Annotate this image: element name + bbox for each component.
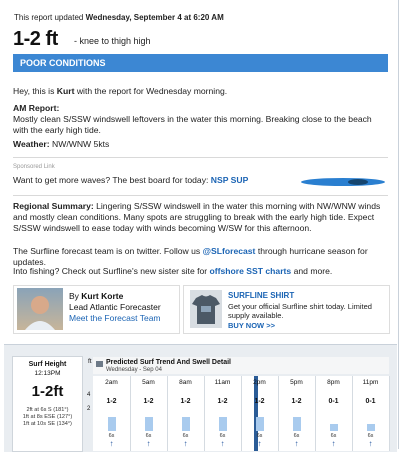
author-name: By Kurt Korte <box>69 291 124 301</box>
surf-height-headline: 1-2 ft <box>13 28 58 50</box>
divider <box>13 195 388 196</box>
trend-date: Wednesday - Sep 04 <box>106 367 162 373</box>
swell-period: 6s <box>145 433 152 439</box>
surf-height-bar <box>293 417 301 431</box>
swell-period: 6s <box>108 433 115 439</box>
trend-title: Predicted Surf Trend And Swell Detail <box>106 359 231 366</box>
fishing-note: Into fishing? Check out Surfline's new sister site for offshore SST charts and more. <box>13 266 333 276</box>
forecast-time: 5am <box>142 379 155 386</box>
conditions-label: POOR CONDITIONS <box>20 58 106 68</box>
surf-height-time: 12:13PM <box>34 370 61 377</box>
forecast-range: 1-2 <box>106 398 117 405</box>
swell-period: 6s <box>293 433 300 439</box>
conditions-banner <box>13 54 388 72</box>
swell-direction-arrow-icon: ↑ <box>331 439 336 448</box>
forecast-time: 11pm <box>362 379 379 386</box>
forecast-range: 1-2 <box>180 398 191 405</box>
forecast-time: 2pm <box>253 379 266 386</box>
surfboard-icon[interactable] <box>300 177 386 187</box>
forecast-column <box>204 376 242 451</box>
surf-height-bar <box>145 417 153 431</box>
swell-detail: 2ft at 6s S (181°) 1ft at 8s ESE (127°) 1ft at 10s SE (134°) <box>22 407 73 427</box>
twitter-note: The Surfline forecast team is on twitter. Follow us @SLforecast through hurricane season for updates. <box>13 246 368 267</box>
y-tick: 2 <box>87 406 91 412</box>
shirt-promo <box>183 285 390 334</box>
shirt-image[interactable] <box>190 290 222 328</box>
y-tick: 4 <box>87 392 91 398</box>
surf-height-bar <box>108 417 116 431</box>
surf-height-label: Surf Height <box>28 361 67 368</box>
forecast-column <box>241 376 279 451</box>
surf-height-bar <box>256 417 264 431</box>
twitter-link[interactable]: @SLforecast <box>202 246 256 256</box>
swell-period: 6s <box>256 433 263 439</box>
forecast-column <box>315 376 353 451</box>
surf-height-bar <box>330 424 338 431</box>
trend-header <box>93 357 389 374</box>
forecast-column <box>352 376 390 451</box>
chart-icon <box>96 361 103 367</box>
forecast-time: 8am <box>179 379 192 386</box>
swell-direction-arrow-icon: ↑ <box>368 439 373 448</box>
swell-direction-arrow-icon: ↑ <box>294 439 299 448</box>
swell-direction-arrow-icon: ↑ <box>257 439 262 448</box>
forecast-range: 0-1 <box>365 398 376 405</box>
swell-direction-arrow-icon: ↑ <box>146 439 151 448</box>
forecast-range: 1-2 <box>143 398 154 405</box>
forecast-range: 1-2 <box>291 398 302 405</box>
forecast-time: 2am <box>105 379 118 386</box>
forecast-range: 0-1 <box>328 398 339 405</box>
swell-period: 6s <box>330 433 337 439</box>
surf-height-bar <box>367 424 375 431</box>
surf-height-bar <box>219 417 227 431</box>
forecast-time: 11am <box>214 379 231 386</box>
swell-period: 6s <box>182 433 189 439</box>
surf-height-description: - knee to thigh high <box>74 36 151 46</box>
surf-height-bar <box>182 417 190 431</box>
shirt-description: Get your official Surfline shirt today. Limited supply available. <box>228 302 372 320</box>
forecast-column <box>278 376 316 451</box>
forecast-time: 8pm <box>327 379 340 386</box>
trend-grid <box>93 376 389 451</box>
ad-text: Want to get more waves? The best board for today: NSP SUP <box>13 175 249 185</box>
surf-height-box <box>12 356 83 452</box>
swell-direction-arrow-icon: ↑ <box>109 439 114 448</box>
regional-summary: Regional Summary: Lingering S/SSW windswell in the water this morning with NW/WNW winds and mostly clean conditions. Many spots are struggling to break with the early high tide. Expect S/SSW windswell to ease today with winds becoming W/SW for this afternoon. <box>13 201 381 233</box>
am-report: AM Report: Mostly clean S/SSW windswell leftovers in the water this morning. Breaking close to the beach with the early high tide. <box>13 103 372 135</box>
meet-team-link[interactable]: Meet the Forecast Team <box>69 313 161 323</box>
intro-text: Hey, this is Kurt with the report for Wednesday morning. <box>13 86 228 96</box>
sponsored-label: Sponsored Link <box>13 164 55 170</box>
sst-charts-link[interactable]: offshore SST charts <box>209 266 292 276</box>
forecast-column <box>130 376 168 451</box>
swell-period: 6s <box>219 433 226 439</box>
author-photo <box>17 288 63 330</box>
forecast-range: 1-2 <box>217 398 228 405</box>
author-role: Lead Atlantic Forecaster <box>69 302 161 312</box>
swell-period: 6s <box>367 433 374 439</box>
ad-link[interactable]: NSP SUP <box>210 175 249 185</box>
swell-direction-arrow-icon: ↑ <box>183 439 188 448</box>
swell-direction-arrow-icon: ↑ <box>220 439 225 448</box>
author-card <box>13 285 180 334</box>
forecast-column <box>93 376 131 451</box>
forecast-range: 1-2 <box>254 398 265 405</box>
forecast-time: 5pm <box>290 379 303 386</box>
forecast-column <box>167 376 205 451</box>
unit-label: ft <box>88 358 92 365</box>
forecast-panel <box>4 344 397 452</box>
report-updated: This report updated Wednesday, September 4 at 6:20 AM <box>14 13 224 22</box>
surf-height-value: 1-2ft <box>31 383 64 400</box>
divider <box>13 157 388 158</box>
buy-now-link[interactable]: BUY NOW >> <box>228 321 275 330</box>
shirt-title[interactable]: SURFLINE SHIRT <box>228 291 295 300</box>
weather: Weather: NW/WNW 5kts <box>13 139 110 149</box>
